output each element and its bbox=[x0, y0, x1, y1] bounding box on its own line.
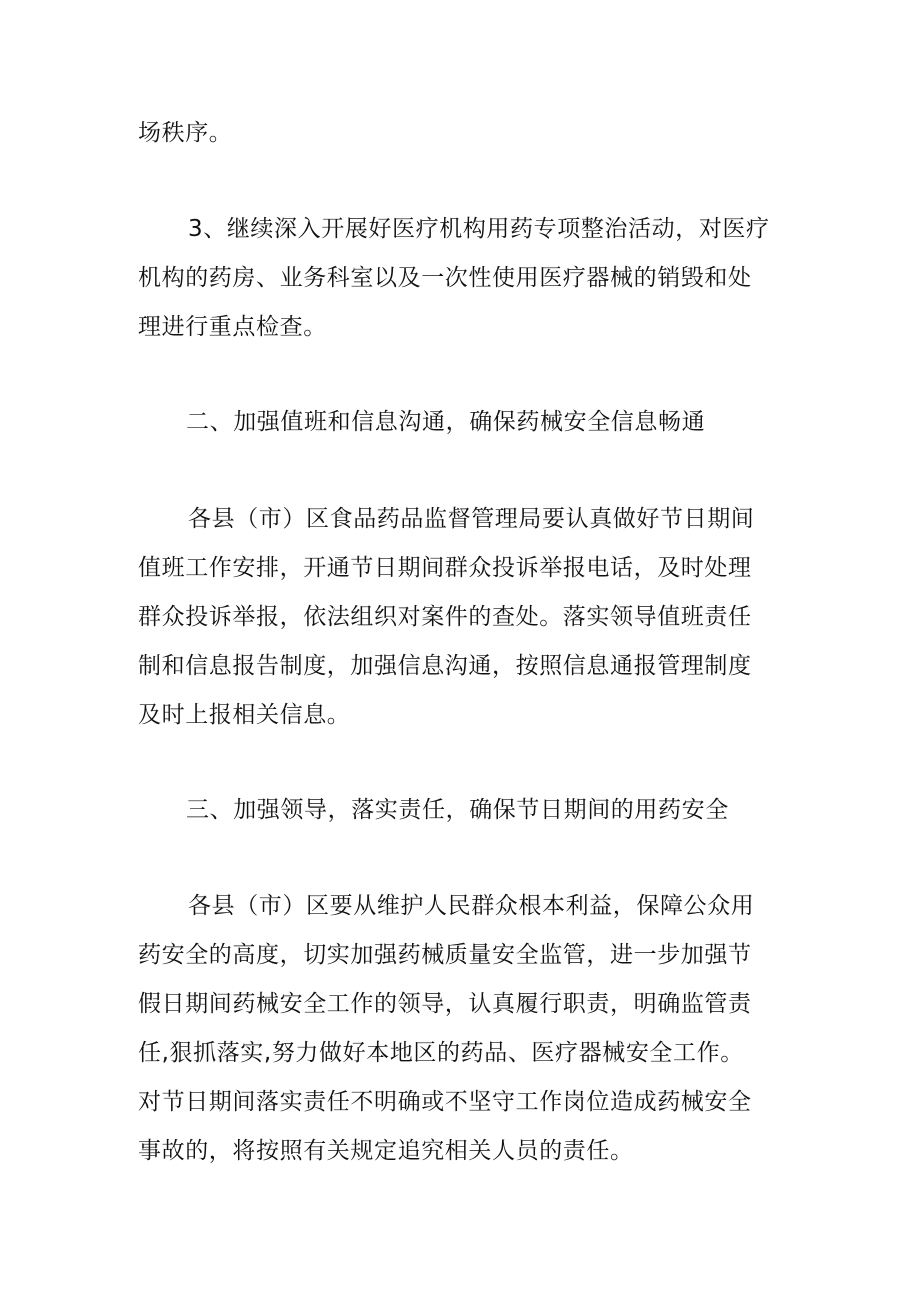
paragraph-line: 场秩序。 bbox=[138, 120, 233, 146]
paragraph-line: 值班工作安排，开通节日期间群众投诉举报电话，及时处理 bbox=[138, 555, 752, 581]
paragraph-line: 3、继续深入开展好医疗机构用药专项整治活动，对医疗 bbox=[188, 216, 770, 242]
paragraph-line: 各县（市）区要从维护人民群众根本利益，保障公众用 bbox=[188, 893, 755, 919]
paragraph-line: 及时上报相关信息。 bbox=[138, 702, 351, 728]
paragraph-line: 药安全的高度，切实加强药械质量安全监管，进一步加强节 bbox=[138, 942, 752, 968]
paragraph-line: 对节日期间落实责任不明确或不坚守工作岗位造成药械安全 bbox=[138, 1089, 752, 1115]
paragraph-line: 制和信息报告制度，加强信息沟通，按照信息通报管理制度 bbox=[138, 653, 752, 679]
paragraph-line: 任,狠抓落实,努力做好本地区的药品、医疗器械安全工作。 bbox=[138, 1040, 744, 1066]
paragraph-line: 机构的药房、业务科室以及一次性使用医疗器械的销毁和处 bbox=[138, 265, 752, 291]
paragraph-line: 群众投诉举报，依法组织对案件的查处。落实领导值班责任 bbox=[138, 604, 752, 630]
section-heading: 三、加强领导，落实责任，确保节日期间的用药安全 bbox=[186, 797, 729, 823]
paragraph-line: 理进行重点检查。 bbox=[138, 314, 327, 340]
paragraph-line: 假日期间药械安全工作的领导，认真履行职责，明确监管责 bbox=[138, 991, 752, 1017]
section-heading: 二、加强值班和信息沟通，确保药械安全信息畅通 bbox=[186, 409, 706, 435]
paragraph-line: 事故的，将按照有关规定追究相关人员的责任。 bbox=[138, 1138, 634, 1164]
paragraph-line: 各县（市）区食品药品监督管理局要认真做好节日期间 bbox=[188, 506, 755, 532]
